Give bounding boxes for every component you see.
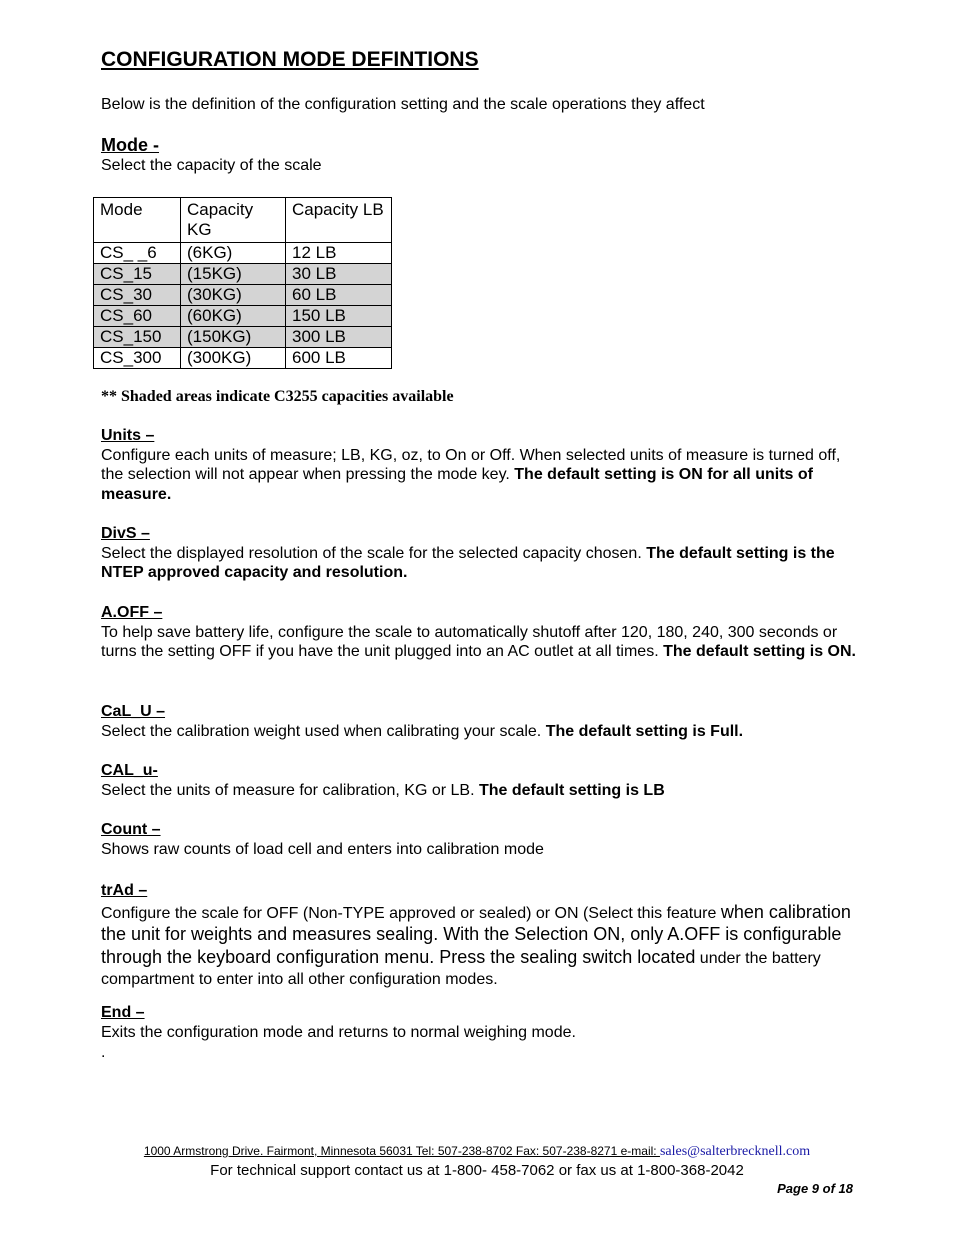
units-heading: Units – (101, 427, 155, 444)
cell-lb: 12 LB (286, 243, 392, 264)
cell-mode: CS_30 (94, 285, 181, 306)
cell-mode: CS_ _6 (94, 243, 181, 264)
cell-kg: (150KG) (181, 327, 286, 348)
table-row (94, 243, 392, 264)
cal-u-text: Select the calibration weight used when calibrating your scale. (101, 722, 546, 740)
units-text: Configure each units of measure; LB, KG, oz, to On or Off. When selected units of measure is turned off, the selection will not appear when pressing the mode key. (101, 446, 841, 484)
trailing-dot: . (101, 1044, 106, 1061)
footer-address: 1000 Armstrong Drive. Fairmont, Minnesota 56031 Tel: 507-238-8702 Fax: 507-238-8271 e-mail: (143, 1144, 660, 1158)
table-row (94, 348, 392, 369)
footer-address-line (0, 1144, 954, 1160)
count-heading: Count – (101, 821, 161, 838)
count-text: Shows raw counts of load cell and enters into calibration mode (101, 840, 544, 858)
end-section (101, 1003, 861, 1042)
cell-lb: 300 LB (286, 327, 392, 348)
units-default: The default setting is ON for all units of measure. (101, 466, 813, 503)
count-section (101, 820, 861, 859)
aoff-text: To help save battery life, configure the scale to automatically shutoff after 120, 180, 240, 300 seconds or turns the setting OFF if you have the unit plugged into an AC outlet at all times. (101, 623, 838, 661)
cal-units-text: Select the units of measure for calibration, KG or LB. (101, 781, 479, 799)
trad-text-1: Configure the scale for OFF (Non-TYPE approved or sealed) or ON (Select this feature (101, 904, 721, 922)
intro-text: Below is the definition of the configuration setting and the scale operations they affect (101, 96, 705, 113)
end-text: Exits the configuration mode and returns to normal weighing mode. (101, 1023, 576, 1041)
cal-u-heading: CaL_U – (101, 703, 166, 720)
trad-text-3: under the battery compartment to enter into all other configuration modes. (101, 949, 821, 988)
aoff-heading: A.OFF – (101, 604, 163, 621)
table-row (94, 264, 392, 285)
cell-lb: 60 LB (286, 285, 392, 306)
aoff-default: The default setting is ON. (663, 643, 856, 661)
cell-mode: CS_150 (94, 327, 181, 348)
trad-section (101, 880, 861, 991)
footer-support: For technical support contact us at 1-800- 458-7062 or fax us at 1-800-368-2042 (210, 1162, 744, 1179)
cell-lb: 600 LB (286, 348, 392, 369)
divs-text: Select the displayed resolution of the scale for the selected capacity chosen. (101, 544, 647, 562)
table-row (94, 327, 392, 348)
end-heading: End – (101, 1004, 145, 1021)
divs-section (101, 524, 861, 583)
cal-units-section (101, 761, 861, 800)
divs-default: The default setting is the NTEP approved capacity and resolution. (101, 544, 835, 582)
cal-units-default: The default setting is LB (478, 781, 665, 799)
cell-kg: (30KG) (181, 285, 286, 306)
footer-email-link[interactable]: sales@salterbrecknell.com (659, 1144, 811, 1159)
aoff-section (101, 603, 861, 662)
cell-lb: 30 LB (286, 264, 392, 285)
cal-u-section (101, 702, 861, 741)
divs-heading: DivS – (101, 525, 150, 542)
header-capacity-lb: Capacity LB (286, 198, 392, 243)
cal-u-default: The default setting is Full. (545, 722, 744, 740)
cell-kg: (60KG) (181, 306, 286, 327)
cell-lb: 150 LB (286, 306, 392, 327)
cell-mode: CS_15 (94, 264, 181, 285)
trad-text-2: when calibration the unit for weights and measures sealing. With the Selection ON, only A.OFF is configurable through the keyboard configuration menu. Press the sealing switch located (101, 901, 851, 967)
trad-heading: trAd – (101, 882, 148, 899)
header-mode: Mode (94, 198, 181, 243)
table-row (94, 285, 392, 306)
table-header-row (94, 198, 392, 243)
mode-heading: Mode - (101, 135, 159, 155)
cell-kg: (6KG) (181, 243, 286, 264)
units-section (101, 426, 861, 504)
cal-units-heading: CAL_u- (101, 762, 158, 779)
mode-description: Select the capacity of the scale (101, 157, 322, 174)
cell-kg: (300KG) (181, 348, 286, 369)
cell-mode: CS_300 (94, 348, 181, 369)
cell-mode: CS_60 (94, 306, 181, 327)
table-row (94, 306, 392, 327)
header-capacity-kg: Capacity KG (181, 198, 286, 243)
shading-note: ** Shaded areas indicate C3255 capacities available (101, 388, 454, 405)
capacity-table (93, 197, 392, 369)
cell-kg: (15KG) (181, 264, 286, 285)
page-number: Page 9 of 18 (777, 1181, 853, 1196)
page-title: CONFIGURATION MODE DEFINTIONS (101, 48, 479, 71)
